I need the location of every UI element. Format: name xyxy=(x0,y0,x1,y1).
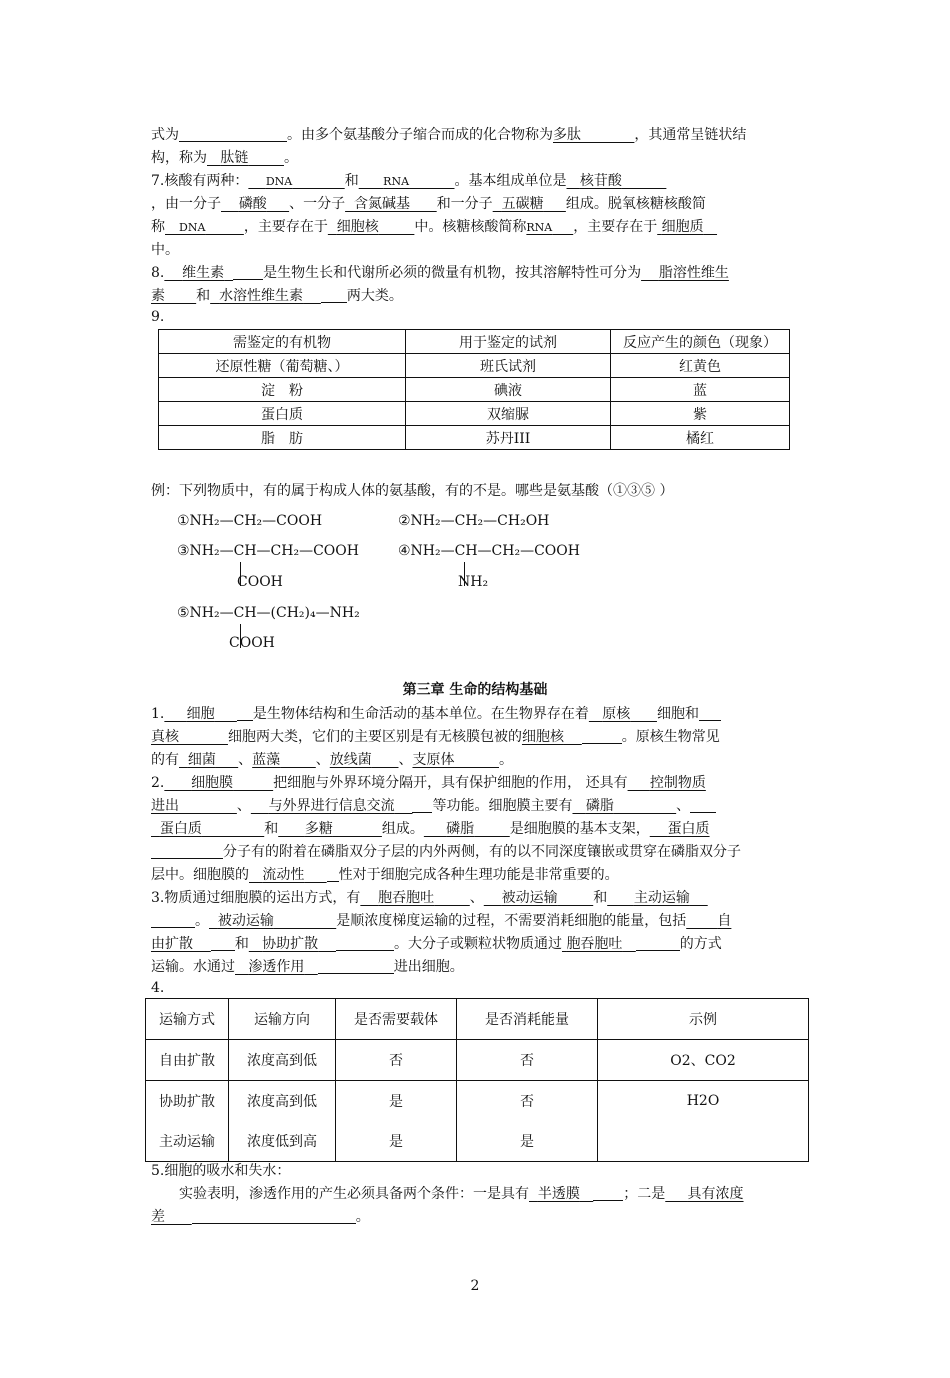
answer: 被动运输 xyxy=(217,913,274,929)
answer: 水溶性维生素 xyxy=(219,288,304,304)
text-line: 1. 细胞 是生物体结构和生命活动的基本单位。在生物界存在着 原核 细胞和 xyxy=(151,703,801,725)
table-row: 淀 粉 碘液 蓝 xyxy=(159,378,790,402)
answer: RNA xyxy=(526,221,553,234)
formula-4-branch: NH₂ xyxy=(458,574,489,590)
text-line: 4. xyxy=(151,980,165,996)
answer: 具有浓度 xyxy=(687,1186,744,1202)
formula-3-branch: COOH xyxy=(237,574,283,590)
text: 式为 xyxy=(151,127,179,143)
answer: 核苷酸 xyxy=(579,173,622,189)
text-line: 运输。水通过 渗透作用 进出细胞。 xyxy=(151,959,464,975)
text: 。由多个氨基酸分子缩合而成的化合物称为 xyxy=(287,127,553,143)
transport-table xyxy=(145,998,809,1162)
answer: 细胞核 xyxy=(521,729,564,745)
answer: 五碳糖 xyxy=(501,196,544,212)
answer: 素 xyxy=(151,288,165,304)
answer: 维生素 xyxy=(182,265,225,281)
text-line: 蛋白质 和 多糖 组成。 磷脂 是细胞膜的基本支架， 蛋白质 xyxy=(151,818,801,840)
answer: 细胞质 xyxy=(661,219,704,235)
answer: 磷脂 xyxy=(585,798,614,814)
formula-2: ②NH₂—CH₂—CH₂OH xyxy=(398,513,550,529)
answer: 放线菌 xyxy=(329,752,372,768)
answer: 蛋白质 xyxy=(667,821,710,837)
formula-5: ⑤NH₂—CH—(CH₂)₄—NH₂ xyxy=(177,605,360,621)
answer: 胞吞胞吐 xyxy=(566,936,623,952)
organic-compound-test-table xyxy=(158,329,790,450)
page-number: 2 xyxy=(470,1278,480,1294)
text-line: 分子有的附着在磷脂双分子层的内外两侧，有的以不同深度镶嵌或贯穿在磷脂双分子 xyxy=(151,841,801,863)
text-line: 5.细胞的吸水和失水： xyxy=(151,1163,291,1179)
answer: 脂溶性维生 xyxy=(658,265,729,281)
answer: 差 xyxy=(151,1209,165,1225)
example-question: 例：下列物质中，有的属于构成人体的氨基酸，有的不是。哪些是氨基酸（①③⑤ ） xyxy=(151,483,674,499)
text-line: 实验表明，渗透作用的产生必须具备两个条件：一是具有 半透膜 ；二是 具有浓度 xyxy=(179,1186,744,1202)
answer: 主动运输 xyxy=(633,890,690,906)
table-row: 自由扩散 浓度高到低 否 否 O2、CO2 xyxy=(146,1040,809,1081)
answer: 与外界进行信息交流 xyxy=(268,798,395,814)
answer: 支原体 xyxy=(412,752,455,768)
table-header-row: 运输方式 运输方向 是否需要载体 是否消耗能量 示例 xyxy=(146,999,809,1040)
text-line: 的有 细菌 、蓝藻 、放线菌 、支原体 。 xyxy=(151,752,513,768)
text-line: 层中。细胞膜的 流动性 性对于细胞完成各种生理功能是非常重要的。 xyxy=(151,867,619,883)
text-line: 由扩散 和 协助扩散 。大分子或颗粒状物质通过 胞吞胞吐 的方式 xyxy=(151,936,722,952)
table-row: 蛋白质 双缩脲 紫 xyxy=(159,402,790,426)
formula-5-branch: COOH xyxy=(229,635,275,651)
text-line: 2. 细胞膜 把细胞与外界环境分隔开，具有保护细胞的作用， 还具有 控制物质 xyxy=(151,775,706,791)
answer: 磷酸 xyxy=(238,196,267,212)
text-line: 称 DNA ，主要存在于 细胞核 中。核糖核酸简称RNA ，主要存在于 细胞质 xyxy=(151,216,801,238)
formula-1: ①NH₂—CH₂—COOH xyxy=(177,513,323,529)
answer: 细胞膜 xyxy=(191,775,234,791)
text-line: 中。 xyxy=(151,242,179,258)
table-row: 脂 肪 苏丹III 橘红 xyxy=(159,426,790,450)
text: ，其通常呈链状结 xyxy=(634,127,747,143)
answer: 原核 xyxy=(602,706,631,722)
answer: 蓝藻 xyxy=(252,752,281,768)
answer: 蛋白质 xyxy=(159,821,202,837)
text-line xyxy=(151,124,801,146)
formula-4: ④NH₂—CH—CH₂—COOH xyxy=(398,543,580,559)
text-line: ，由一分子 磷酸 、一分子 含氮碱基 和一分子 五碳糖 组成。脱氧核糖核酸简 xyxy=(151,196,706,212)
answer: 多糖 xyxy=(304,821,333,837)
table-row: 主动运输 浓度低到高 是 是 xyxy=(146,1121,809,1162)
text-line: 素 和 水溶性维生素 两大类。 xyxy=(151,288,403,304)
answer: 胞吞胞吐 xyxy=(378,890,435,906)
answer: 半透膜 xyxy=(537,1186,580,1202)
answer: 自 xyxy=(717,913,732,929)
answer: 流动性 xyxy=(262,867,305,883)
table-row: 还原性糖（葡萄糖、） 班氏试剂 红黄色 xyxy=(159,354,790,378)
answer: 多肽 xyxy=(553,127,581,143)
answer: 协助扩散 xyxy=(262,936,319,952)
text-line: 8. 维生素 是生物生长和代谢所必须的微量有机物，按其溶解特性可分为 脂溶性维生 xyxy=(151,265,729,281)
answer: 细胞 xyxy=(186,706,215,722)
text-line: 差 。 xyxy=(151,1209,370,1225)
answer: 磷脂 xyxy=(446,821,475,837)
table-row: 协助扩散 浓度高到低 是 否 H2O xyxy=(146,1081,809,1122)
text-line: 。 被动运输 是顺浓度梯度运输的过程，不需要消耗细胞的能量，包括 自 xyxy=(151,910,801,932)
text-line: 真核 细胞两大类，它们的主要区别是有无核膜包被的细胞核 。原核生物常见 xyxy=(151,729,720,745)
answer: 被动运输 xyxy=(501,890,558,906)
answer: 肽链 xyxy=(220,150,249,166)
text-line: 3.物质通过细胞膜的运出方式，有 胞吞胞吐 、 被动运输 和 主动运输 xyxy=(151,887,801,909)
chapter-title: 第三章 生命的结构基础 xyxy=(402,682,548,698)
answer: 进出 xyxy=(151,798,179,814)
table-header-row: 需鉴定的有机物 用于鉴定的试剂 反应产生的颜色（现象） xyxy=(159,330,790,354)
answer: 由扩散 xyxy=(151,936,193,952)
answer: 含氮碱基 xyxy=(353,196,410,212)
formula-3: ③NH₂—CH—CH₂—COOH xyxy=(177,543,359,559)
answer: RNA xyxy=(383,175,410,188)
text-line: 9. xyxy=(151,309,165,325)
text-line: 进出 、 与外界进行信息交流 等功能。细胞膜主要有 磷脂 、 xyxy=(151,795,801,817)
text-line: 构，称为 肽链 。 xyxy=(151,150,298,166)
answer: 控制物质 xyxy=(649,775,706,791)
answer: 渗透作用 xyxy=(248,959,305,975)
answer: DNA xyxy=(265,175,293,188)
answer: 细胞核 xyxy=(336,219,379,235)
answer: 真核 xyxy=(151,729,179,745)
answer: DNA xyxy=(179,221,206,234)
answer: 细菌 xyxy=(187,752,216,768)
text-line: 7.核酸有两种： DNA 和 RNA 。基本组成单位是 核苷酸 xyxy=(151,170,801,192)
